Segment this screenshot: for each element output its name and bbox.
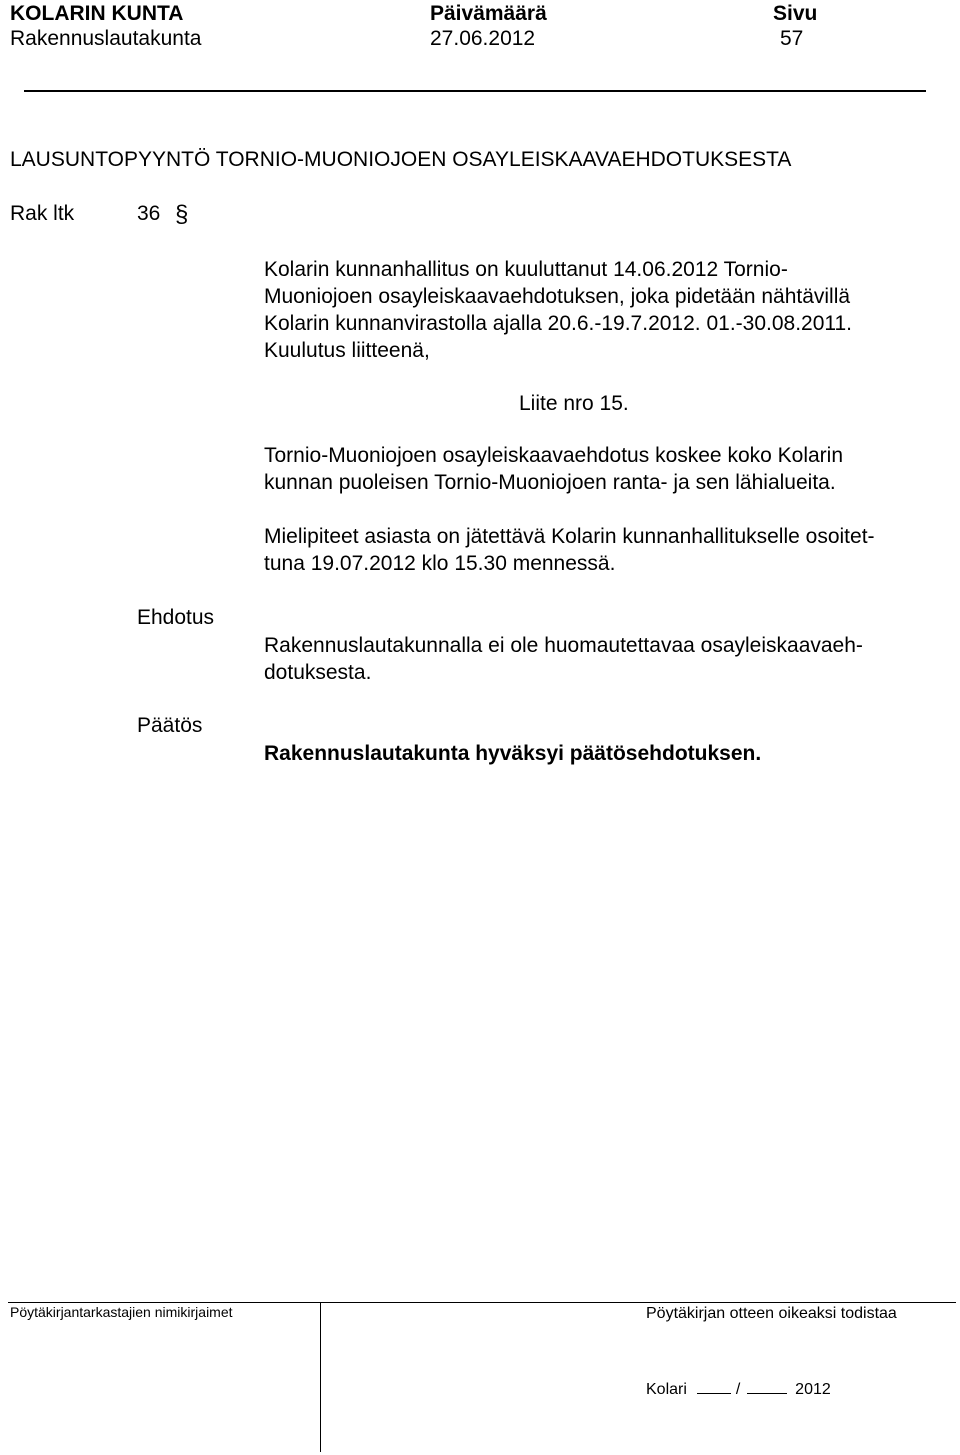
paragraph-line: Kolarin kunnanhallitus on kuuluttanut 14.06.2012 Tornio- bbox=[264, 258, 788, 281]
proposal-label: Ehdotus bbox=[137, 606, 215, 629]
header-divider bbox=[24, 90, 926, 92]
section-number: 36 bbox=[137, 202, 161, 225]
paragraph-line: Mielipiteet asiasta on jätettävä Kolarin kunnanhallitukselle osoitet- bbox=[264, 525, 875, 548]
section-symbol: § bbox=[175, 201, 189, 228]
date-value: 27.06.2012 bbox=[430, 27, 536, 50]
paragraph-announcement bbox=[264, 256, 944, 364]
day-blank bbox=[697, 1378, 731, 1394]
inspectors-initials-label: Pöytäkirjantarkastajien nimikirjaimet bbox=[10, 1304, 233, 1320]
paragraph-scope bbox=[264, 442, 944, 496]
proposal-text bbox=[264, 632, 944, 686]
section-label: Rak ltk bbox=[10, 202, 75, 225]
paragraph-line: tuna 19.07.2012 klo 15.30 mennessä. bbox=[264, 552, 616, 575]
footer-divider bbox=[8, 1302, 956, 1303]
document-title: LAUSUNTOPYYNTÖ TORNIO-MUONIOJOEN OSAYLEISKAAVAEHDOTUKSESTA bbox=[10, 148, 792, 171]
page-label: Sivu bbox=[773, 2, 818, 25]
signature-date-line bbox=[646, 1378, 831, 1399]
page-number: 57 bbox=[780, 27, 804, 50]
committee-name: Rakennuslautakunta bbox=[10, 27, 202, 50]
paragraph-deadline bbox=[264, 523, 944, 577]
paragraph-line: Kuulutus liitteenä, bbox=[264, 339, 430, 362]
date-separator: / bbox=[735, 1381, 741, 1398]
decision-label: Päätös bbox=[137, 714, 203, 737]
month-blank bbox=[747, 1378, 787, 1394]
decision-text: Rakennuslautakunta hyväksyi päätösehdotuksen. bbox=[264, 742, 762, 765]
paragraph-line: kunnan puoleisen Tornio-Muoniojoen ranta- ja sen lähialueita. bbox=[264, 471, 836, 494]
paragraph-line: Kolarin kunnanvirastolla ajalla 20.6.-19.7.2012. 01.-30.08.2011. bbox=[264, 312, 853, 335]
signature-year: 2012 bbox=[795, 1381, 831, 1398]
date-label: Päivämäärä bbox=[430, 2, 547, 25]
paragraph-line: Tornio-Muoniojoen osayleiskaavaehdotus koskee koko Kolarin bbox=[264, 444, 844, 467]
signature-place: Kolari bbox=[646, 1381, 687, 1398]
paragraph-line: dotuksesta. bbox=[264, 661, 372, 684]
org-name: KOLARIN KUNTA bbox=[10, 2, 184, 25]
paragraph-line: Rakennuslautakunnalla ei ole huomautettavaa osayleiskaavaeh- bbox=[264, 634, 863, 657]
footer-column-divider bbox=[320, 1302, 321, 1452]
attachment-reference: Liite nro 15. bbox=[519, 392, 629, 415]
paragraph-line: Muoniojoen osayleiskaavaehdotuksen, joka pidetään nähtävillä bbox=[264, 285, 851, 308]
certification-label: Pöytäkirjan otteen oikeaksi todistaa bbox=[646, 1305, 897, 1322]
